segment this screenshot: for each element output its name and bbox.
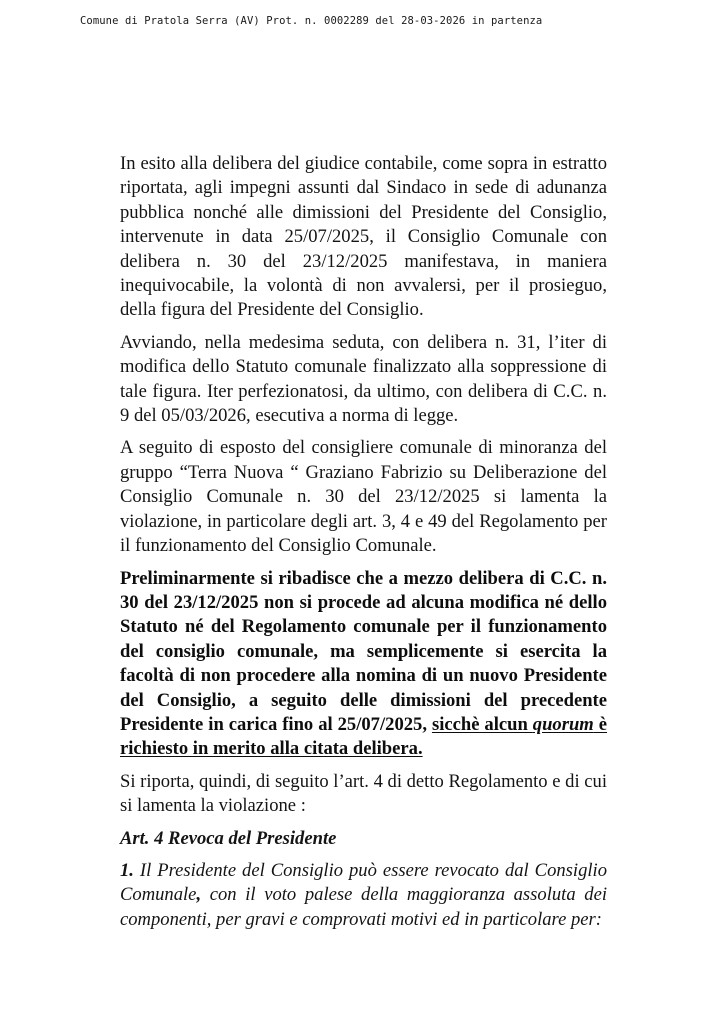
- paragraph-esposto-consigliere: A seguito di esposto del consigliere comunale di minoranza del gruppo “Terra Nuova “ Graziano Fabrizio su Deliberazione del Consiglio Comunale n. 30 del 23/12/2025 si lamenta la violazione, in particolare degli art. 3, 4 e 49 del Regolamento per il funzionamento del Consiglio Comunale.: [120, 437, 607, 557]
- paragraph-si-riporta: Si riporta, quindi, di seguito l’art. 4 di detto Regolamento e di cui si lamenta la violazione :: [120, 770, 607, 817]
- paragraph-preliminarmente-lead: Preliminarmente si ribadisce che a mezzo delibera di C.C. n. 30 del 23/12/2025 non si procede ad alcuna modifica né dello Statuto né del Regolamento comunale per il funzionamento del consiglio comunale, ma semplicemente si esercita la facoltà di non procedere alla nomina di un nuovo Presidente del Consiglio, a seguito delle dimissioni del precedente Presidente in carica fino al 25/07/2025,: [120, 567, 607, 735]
- article-item-1: [120, 859, 607, 932]
- article-heading: Art. 4 Revoca del Presidente: [120, 827, 337, 849]
- article-item-comma: ,: [196, 884, 202, 906]
- protocol-stamp: Comune di Pratola Serra (AV) Prot. n. 0002289 del 28-03-2026 in partenza: [80, 15, 543, 27]
- article-item-text-a: Il Presidente del Consiglio può essere revocato dal Consiglio Comunale: [120, 859, 607, 906]
- article-item-number: 1.: [120, 859, 134, 881]
- underlined-text-after: è richiesto in merito alla citata delibera.: [120, 713, 608, 760]
- paragraph-delibera-giudice-contabile: In esito alla delibera del giudice contabile, come sopra in estratto riportata, agli impegni assunti dal Sindaco in sede di adunanza pubblica nonché alle dimissioni del Presidente del Consiglio, intervenute in data 25/07/2025, il Consiglio Comunale con delibera n. 30 del 23/12/2025 manifestava, in maniera inequivocabile, la volontà di non avvalersi, per il prosieguo, della figura del Presidente del Consiglio.: [120, 153, 607, 321]
- underlined-text-before: sicchè alcun: [431, 713, 533, 735]
- paragraph-modifica-statuto: Avviando, nella medesima seduta, con delibera n. 31, l’iter di modifica dello Statuto comunale finalizzato alla soppressione di tale figura. Iter perfezionatosi, da ultimo, con delibera di C.C. n. 9 del 05/03/2026, esecutiva a norma di legge.: [120, 331, 607, 427]
- quorum-italic-word: quorum: [532, 713, 594, 735]
- article-item-text-b: con il voto palese della maggioranza assoluta dei componenti, per gravi e comprovati motivi ed in particolare per:: [120, 884, 607, 930]
- paragraph-preliminarmente: [120, 567, 607, 762]
- document-body: [120, 152, 607, 940]
